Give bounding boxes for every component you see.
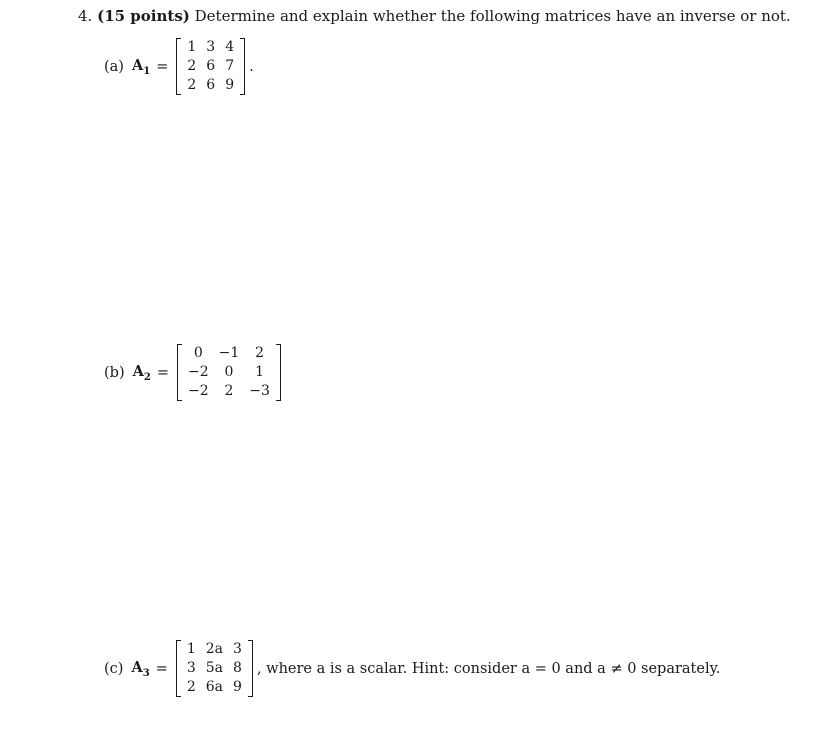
question-points: (15 points) <box>97 7 190 25</box>
equals-sign: = <box>156 364 169 381</box>
part-c <box>104 640 720 697</box>
matrix-a2-name: $A_2$ <box>132 362 151 383</box>
matrix-cell: 6a <box>205 679 224 695</box>
matrix-row <box>182 57 239 76</box>
matrix-cell: 2 <box>187 77 197 93</box>
matrix-cell: −2 <box>188 364 209 380</box>
matrix-cell: −1 <box>218 345 240 361</box>
question-text: Determine and explain whether the following matrices have an inverse or not. <box>194 7 791 25</box>
matrix-cell: 2a <box>205 641 224 657</box>
matrix-a2 <box>177 344 281 401</box>
part-a-trailing: . <box>249 58 254 75</box>
matrix-cell: 3 <box>186 660 196 676</box>
matrix-row <box>183 363 275 382</box>
matrix-cell: 6 <box>206 77 216 93</box>
matrix-row <box>183 382 275 401</box>
matrix-row <box>182 678 247 697</box>
part-a <box>104 38 254 95</box>
matrix-cell: 1 <box>186 641 196 657</box>
matrix-cell: 1 <box>255 364 265 380</box>
matrix-cell: 0 <box>193 345 203 361</box>
matrix-row <box>182 640 247 659</box>
matrix-cell: 3 <box>233 641 242 657</box>
equals-sign: = <box>156 58 169 75</box>
matrix-cell: 9 <box>225 77 235 93</box>
matrix-cell: 0 <box>224 364 234 380</box>
matrix-a3-name: $A_3$ <box>131 658 150 679</box>
question-statement <box>78 6 791 26</box>
matrix-cell: 7 <box>225 58 235 74</box>
part-a-label: (a) <box>104 58 124 75</box>
matrix-a1-name: $A_1$ <box>131 56 151 77</box>
matrix-row <box>182 659 247 678</box>
part-b <box>104 344 285 401</box>
matrix-cell: 8 <box>233 660 242 676</box>
part-b-label: (b) <box>104 364 125 381</box>
part-c-label: (c) <box>104 660 124 677</box>
matrix-a3 <box>176 640 253 697</box>
matrix-row <box>182 38 239 57</box>
matrix-cell: 1 <box>187 39 197 55</box>
matrix-cell: 4 <box>225 39 235 55</box>
part-c-trailing: , where a is a scalar. Hint: consider a = 0 and a ≠ 0 separately. <box>256 660 721 677</box>
matrix-cell: 2 <box>224 383 234 399</box>
matrix-cell: 5a <box>205 660 224 676</box>
equals-sign: = <box>155 660 168 677</box>
matrix-cell: 2 <box>186 679 196 695</box>
matrix-cell: −2 <box>188 383 209 399</box>
matrix-row <box>183 344 275 363</box>
matrix-cell: −3 <box>249 383 270 399</box>
matrix-cell: 6 <box>206 58 216 74</box>
matrix-cell: 2 <box>187 58 197 74</box>
matrix-a1 <box>176 38 245 95</box>
matrix-row <box>182 76 239 95</box>
matrix-cell: 2 <box>255 345 265 361</box>
question-number: 4. <box>78 7 93 25</box>
matrix-cell: 9 <box>233 679 242 695</box>
matrix-cell: 3 <box>206 39 216 55</box>
